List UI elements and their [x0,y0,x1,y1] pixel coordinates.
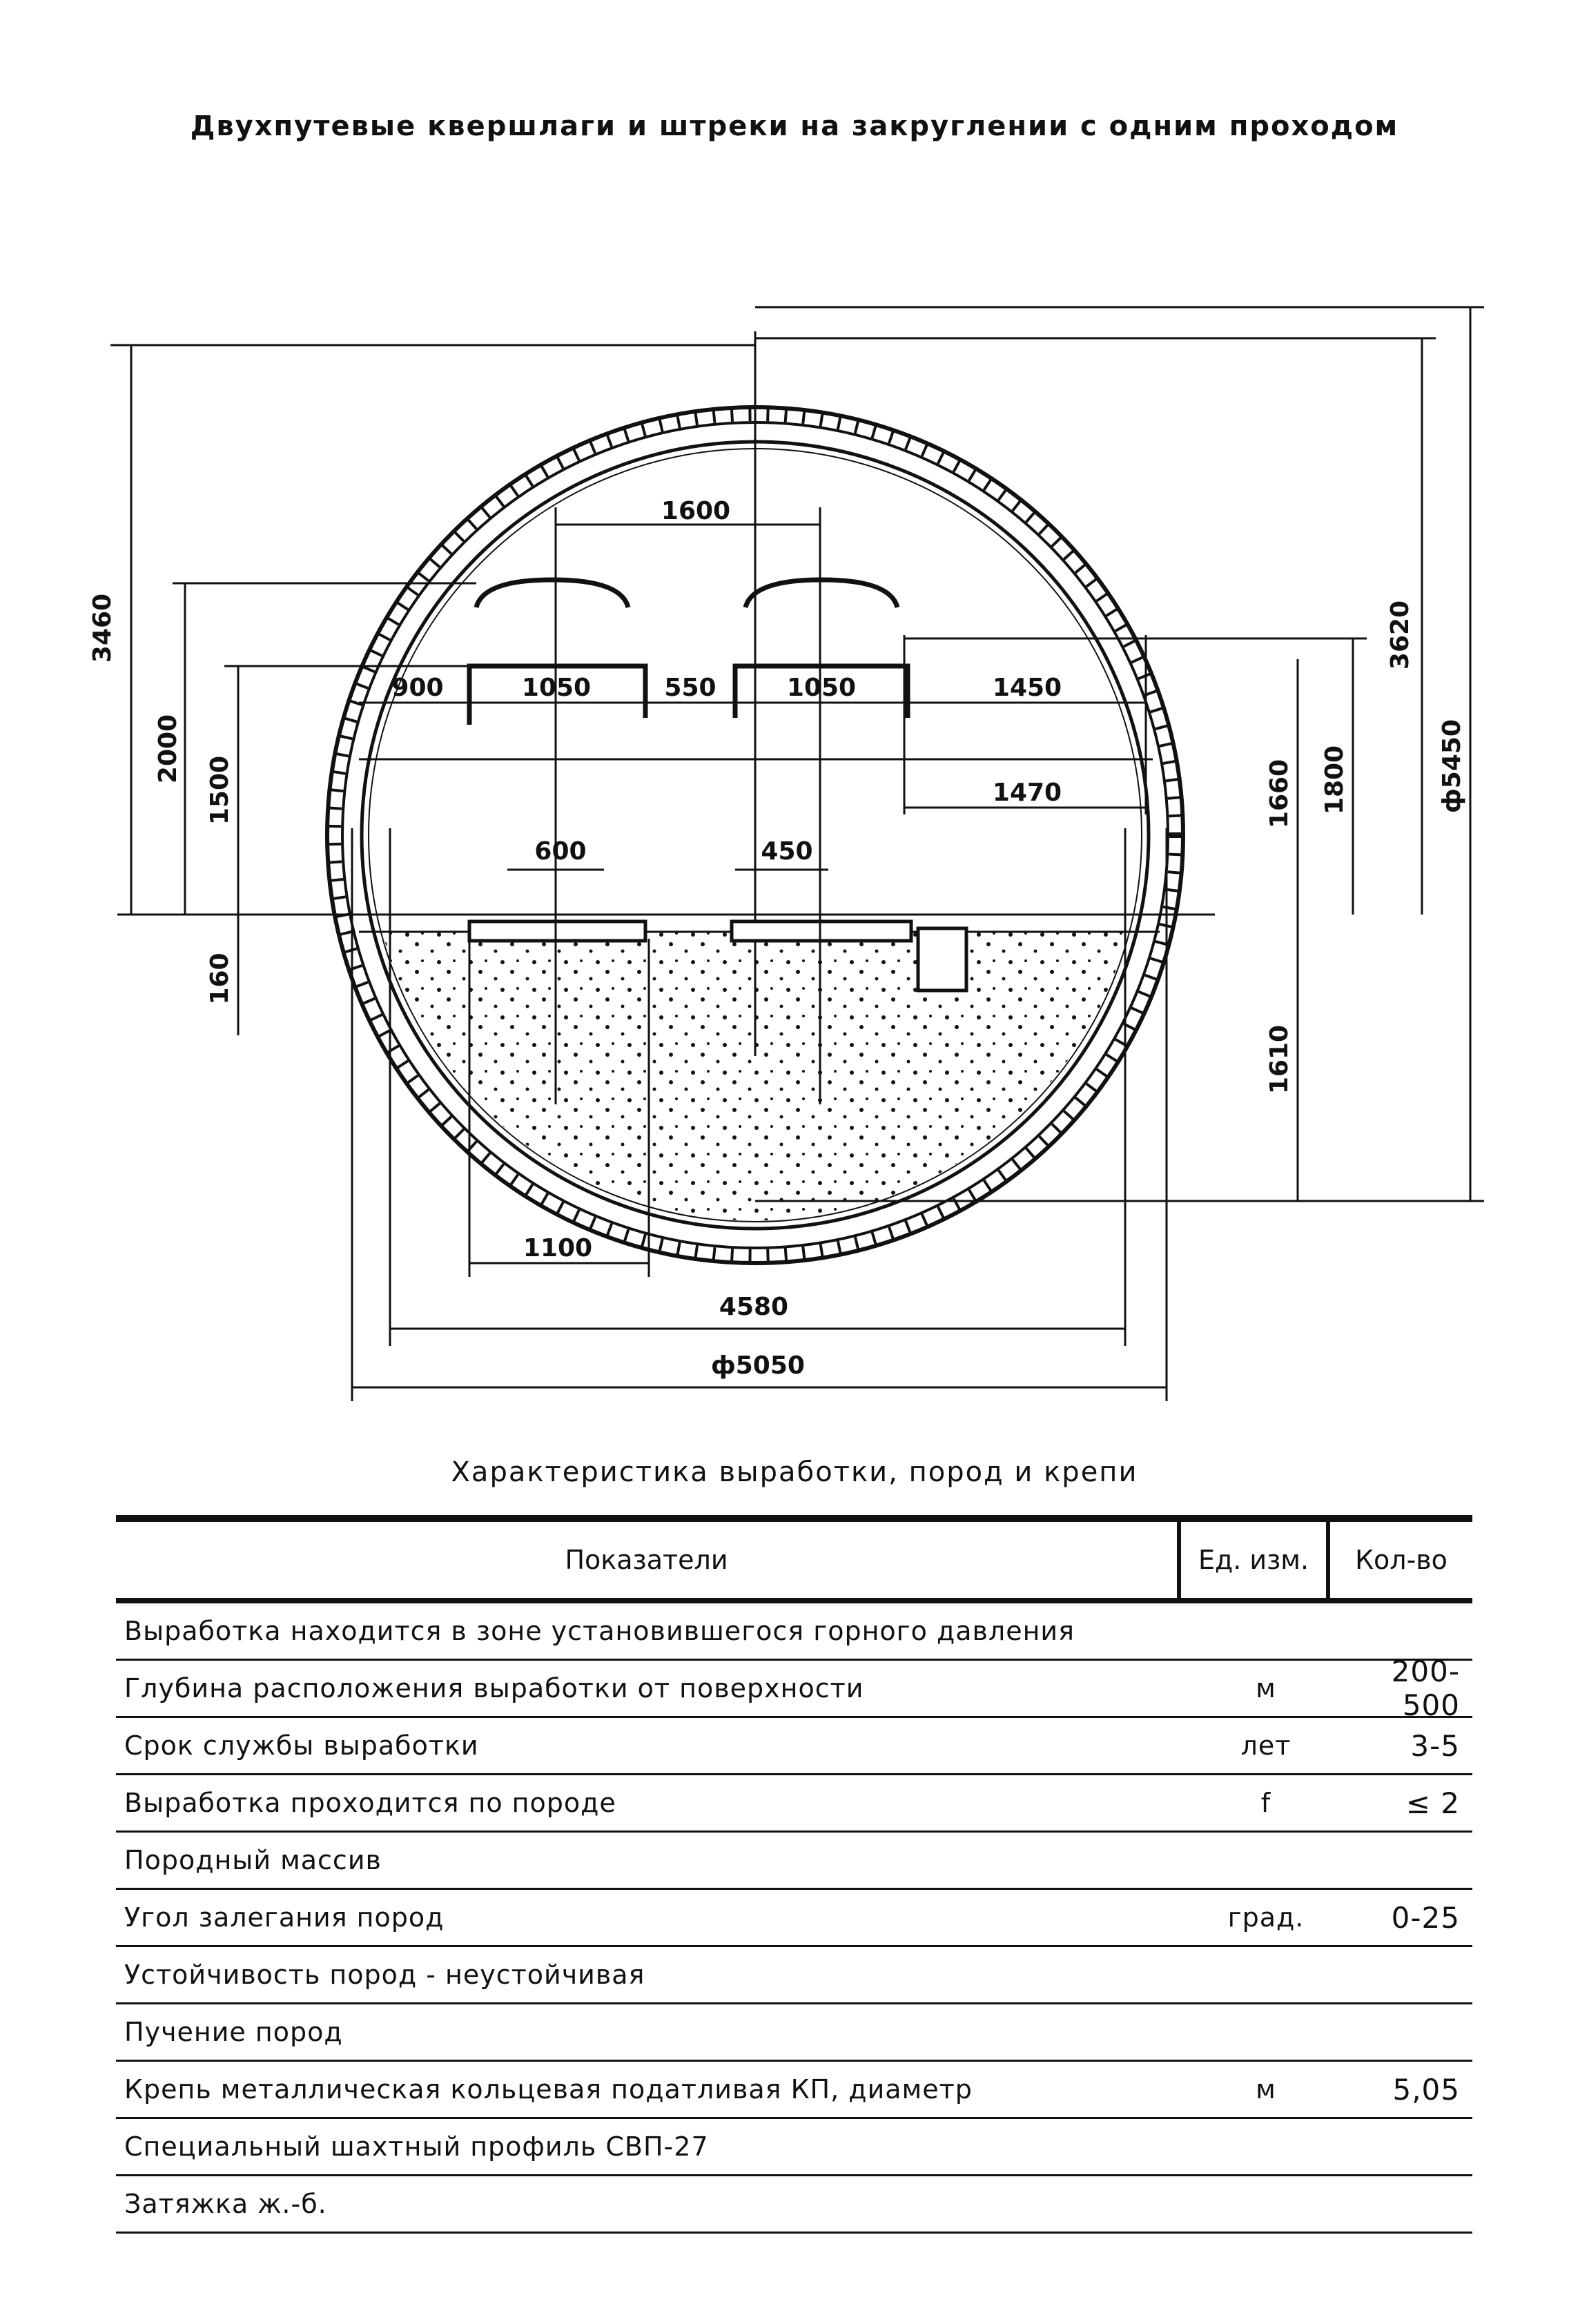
dim-1600: 1600 [661,497,731,525]
table-row [116,1890,1472,1947]
header-qty: Кол-во [1355,1545,1447,1575]
dim-600: 600 [534,837,587,866]
row-label: Затяжка ж.-б. [124,2189,327,2219]
table-row [116,1654,1472,1722]
dim-1050-right: 1050 [786,674,857,702]
table-caption: Характеристика выработки, пород и крепи [451,1456,1138,1488]
wagon-roof-left [476,580,628,607]
sleeper-right [732,921,911,941]
dim-1610: 1610 [1265,1024,1294,1095]
dim-450: 450 [761,837,813,866]
dim-3620: 3620 [1386,600,1414,670]
dim-1660: 1660 [1265,759,1294,829]
row-qty: 0-25 [1391,1900,1460,1935]
dim-550: 550 [664,674,716,702]
row-label: Угол залегания пород [124,1902,445,1933]
row-label: Крепь металлическая кольцевая податливая КП, диаметр [124,2074,973,2105]
row-label: Породный массив [124,1845,382,1875]
row-label: Устойчивость пород - неустойчивая [124,1960,645,1990]
sleeper-left [469,921,645,941]
dim-5050: ф5050 [711,1351,805,1380]
row-label: Выработка проходится по породе [124,1788,616,1818]
wagon-roof-right [745,580,897,607]
row-qty: ≤ 2 [1405,1786,1460,1820]
table-row [116,2062,1472,2119]
table-header [116,1515,1472,1603]
row-label: Пучение пород [124,2017,343,2047]
header-indicator: Показатели [116,1522,1181,1598]
row-label: Выработка находится в зоне установившегося горного давления [124,1616,1075,1646]
table-row [116,1775,1472,1833]
table-row [116,2176,1472,2234]
dim-900: 900 [391,674,444,702]
row-unit: f [1260,1788,1271,1818]
dim-1450: 1450 [992,674,1062,702]
table-row [116,1603,1472,1661]
row-qty: 200-500 [1391,1654,1460,1722]
header-unit: Ед. изм. [1181,1522,1330,1598]
row-unit: м [1256,1673,1276,1703]
row-qty: 5,05 [1392,2072,1460,2107]
row-label: Срок службы выработки [124,1730,479,1761]
row-qty: 3-5 [1410,1728,1460,1763]
table-row [116,1833,1472,1890]
characteristics-table [116,1515,1472,2234]
drain-channel [918,928,966,990]
row-unit: м [1256,2074,1276,2105]
dim-5450: ф5450 [1438,719,1466,813]
dim-1470: 1470 [992,779,1062,807]
dim-2000: 2000 [154,714,182,784]
dim-1800: 1800 [1320,745,1349,815]
row-unit: лет [1240,1730,1291,1761]
dim-3460: 3460 [88,593,117,663]
row-unit: град. [1227,1902,1305,1933]
row-label: Специальный шахтный профиль СВП-27 [124,2131,709,2162]
row-label: Глубина расположения выработки от поверхности [124,1673,864,1703]
table-row [116,1718,1472,1775]
dim-1500: 1500 [206,755,234,826]
table-row [116,2004,1472,2062]
dim-160: 160 [206,953,234,1005]
dim-1100: 1100 [523,1234,593,1262]
table-row [116,2119,1472,2176]
page-title: Двухпутевые квершлаги и штреки на закруглении с одним проходом [190,110,1399,142]
dim-1050-left: 1050 [521,674,592,702]
table-row [116,1947,1472,2004]
dim-4580: 4580 [719,1293,789,1321]
